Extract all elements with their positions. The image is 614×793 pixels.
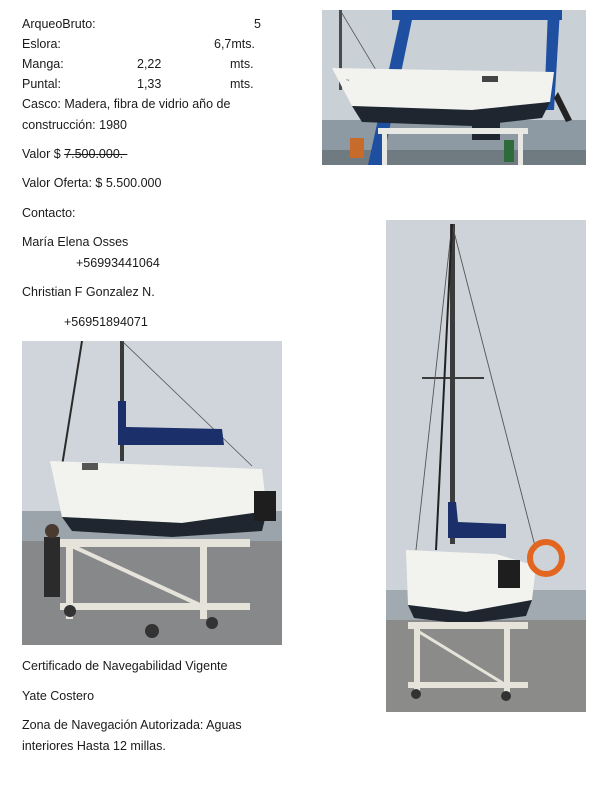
contact-person1-phone: +56993441064 [76, 256, 160, 270]
svg-text:~: ~ [346, 78, 350, 84]
eslora-value: 6,7mts. [214, 37, 255, 51]
zone-line1: Zona de Navegación Autorizada: Aguas [22, 718, 242, 732]
puntal-label: Puntal: [22, 77, 61, 91]
boat-on-lift-photo [322, 10, 586, 165]
casco-line2: construcción: 1980 [22, 118, 127, 132]
arqueo-value: 5 [254, 17, 261, 31]
contact-heading: Contacto: [22, 206, 76, 220]
sailboat-on-cradle-photo [22, 341, 282, 645]
manga-unit: mts. [230, 57, 254, 71]
contact-person2-name: Christian F Gonzalez N. [22, 285, 155, 299]
contact-person1-name: María Elena Osses [22, 235, 129, 249]
contact-person2-phone: +56951894071 [64, 315, 148, 329]
yacht-type-text: Yate Costero [22, 689, 95, 703]
sailboat-mast-photo [386, 220, 586, 712]
valor-oferta: Valor Oferta: $ 5.500.000 [22, 176, 162, 190]
valor-original-price: 7.500.000.- [64, 147, 128, 161]
puntal-value: 1,33 [137, 77, 162, 91]
certificate-text: Certificado de Navegabilidad Vigente [22, 659, 228, 673]
arqueo-label: ArqueoBruto: [22, 17, 96, 31]
manga-label: Manga: [22, 57, 64, 71]
valor-label: Valor $ [22, 147, 61, 161]
puntal-unit: mts. [230, 77, 254, 91]
valor-line [22, 147, 127, 161]
casco-line1: Casco: Madera, fibra de vidrio año de [22, 97, 231, 111]
zone-line2: interiores Hasta 12 millas. [22, 739, 166, 753]
eslora-label: Eslora: [22, 37, 61, 51]
manga-value: 2,22 [137, 57, 162, 71]
